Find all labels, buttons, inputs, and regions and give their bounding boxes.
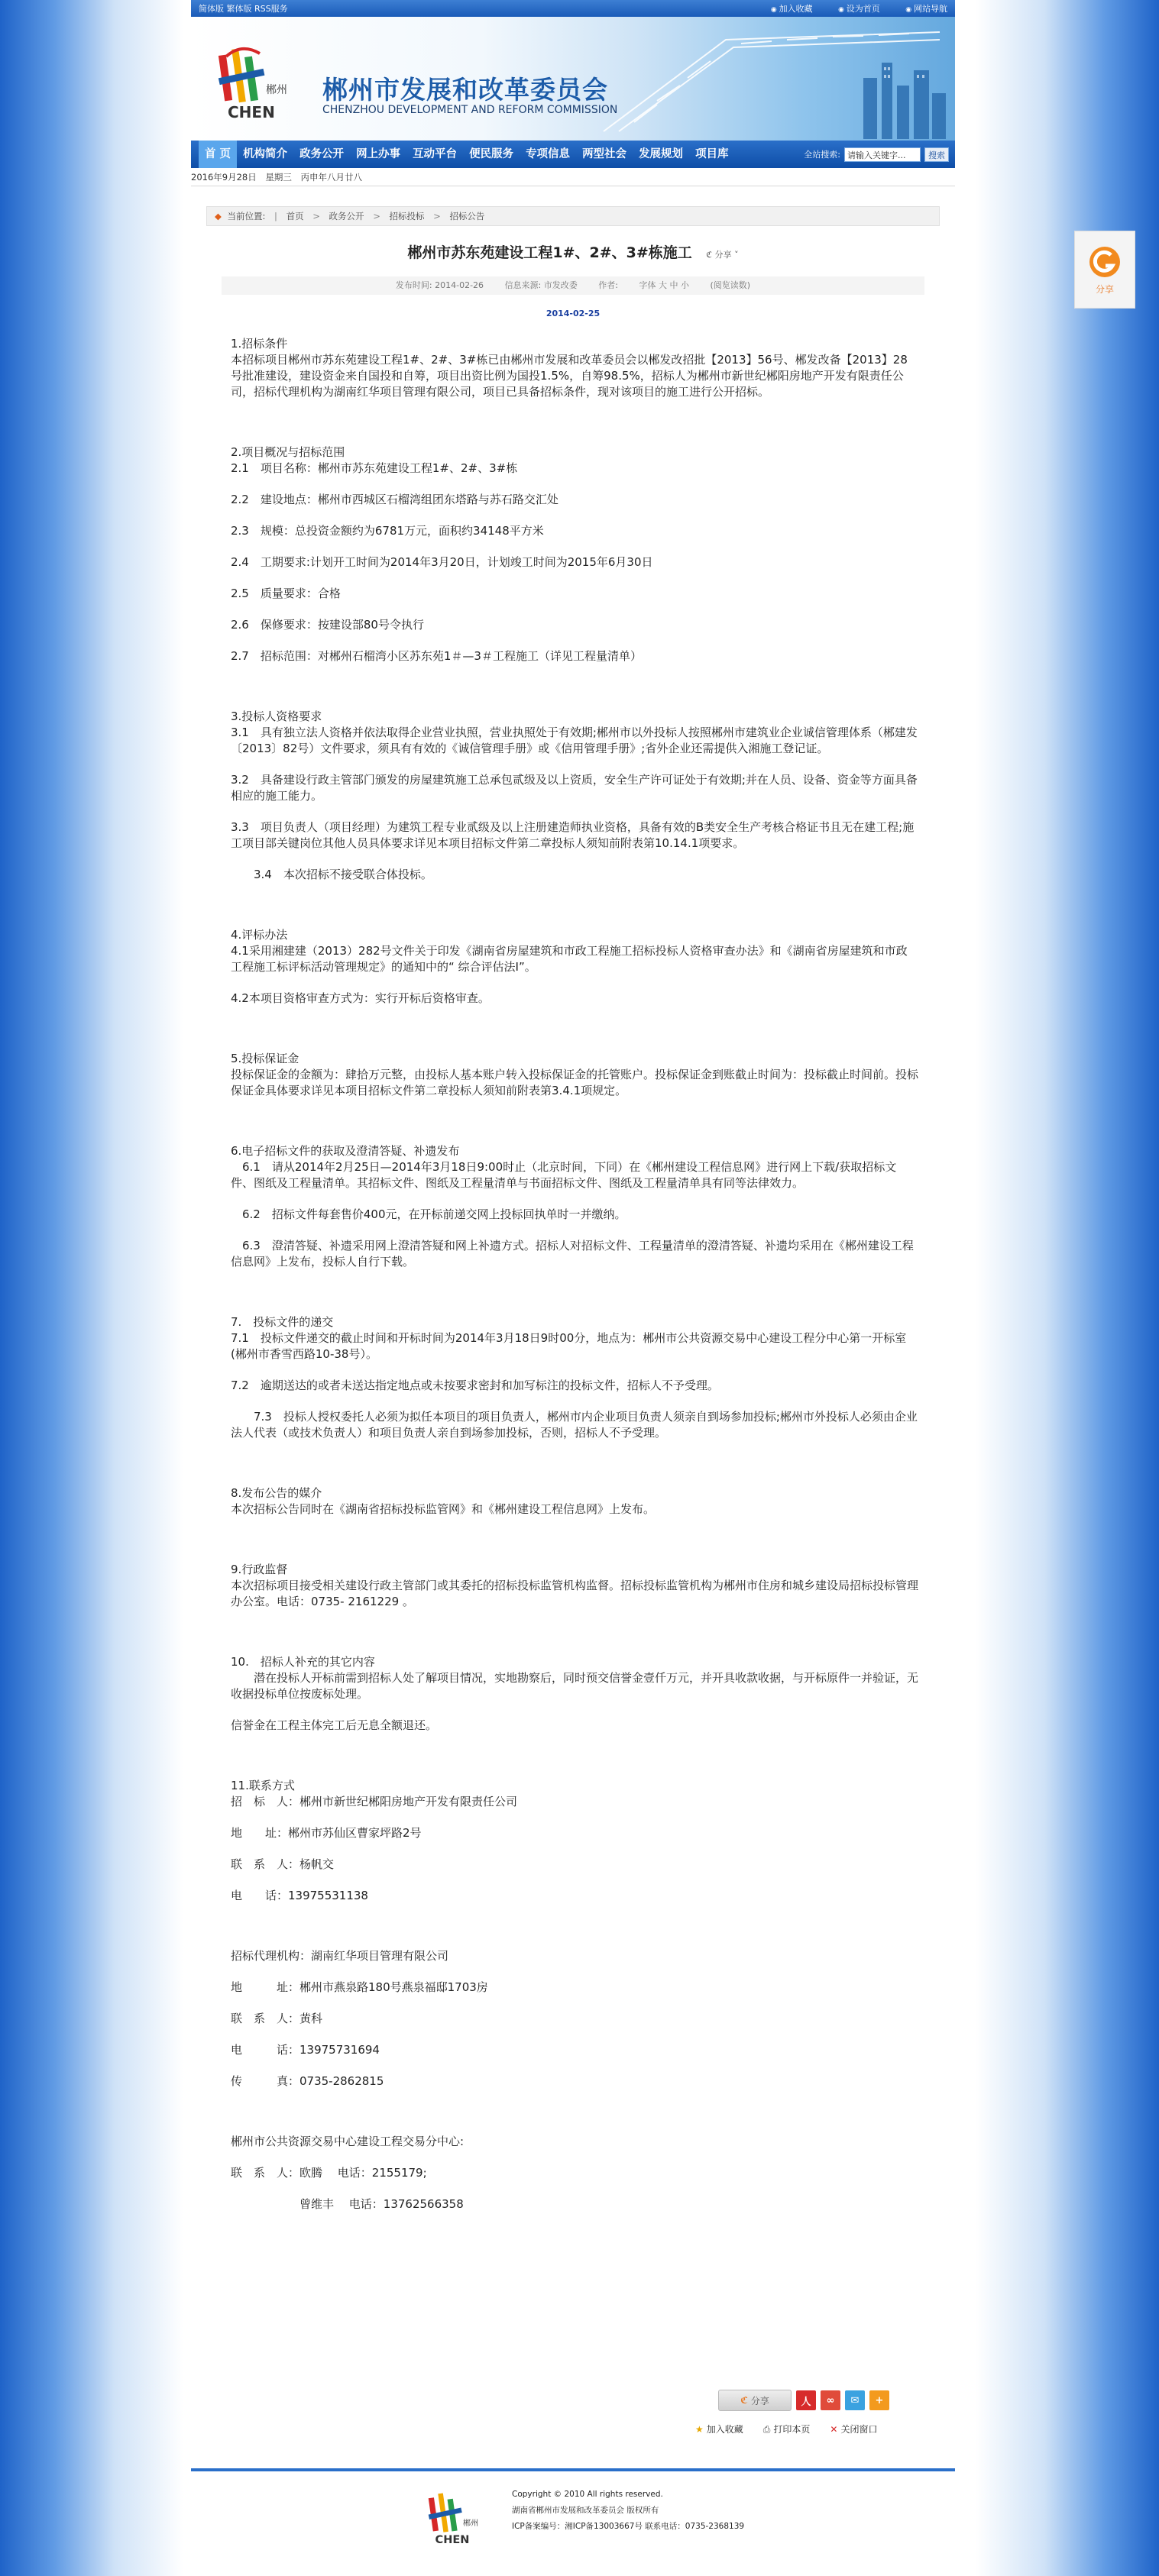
article-paragraph: 8.发布公告的媒介	[231, 1486, 322, 1500]
site-title: 郴州市发展和改革委员会	[322, 75, 608, 105]
more-share-icon[interactable]: +	[869, 2390, 889, 2410]
nav-special-info[interactable]: 专项信息	[526, 148, 571, 160]
article-paragraph: 招 标 人：郴州市新世纪郴阳房地产开发有限责任公司	[231, 1795, 518, 1808]
article-paragraph: 2.1 项目名称：郴州市苏东苑建设工程1#、2#、3#栋	[231, 461, 518, 475]
article-paragraph: 2.项目概况与招标范围	[231, 445, 345, 459]
nav-home[interactable]: 首 页	[199, 141, 237, 168]
search-label: 全站搜索:	[804, 150, 840, 160]
footer-text	[512, 2487, 744, 2535]
article-paragraph: 1.招标条件	[231, 337, 288, 351]
article-paragraph: 6.2 招标文件每套售价400元，在开标前递交网上投标回执单时一并缴纳。	[231, 1207, 626, 1221]
article-paragraph: 联 系 人：欧腾 电话：2155179;	[231, 2166, 427, 2180]
article-paragraph: 3.2 具备建设行政主管部门颁发的房屋建筑施工总承包贰级及以上资质，安全生产许可证处于有效期;并在人员、设备、资金等方面具备相应的施工能力。	[231, 773, 918, 803]
footer-logo	[420, 2487, 489, 2548]
page-wrapper	[191, 0, 955, 2576]
owner: 湖南省郴州市发展和改革委员会 版权所有	[512, 2506, 659, 2515]
location-icon: ◆	[215, 211, 222, 221]
article-paragraph: 2.7 招标范围：对郴州石榴湾小区苏东苑1＃—3＃工程施工（详见工程量清单）	[231, 649, 642, 663]
article-paragraph: 郴州市公共资源交易中心建设工程交易分中心:	[231, 2135, 465, 2148]
set-homepage-link[interactable]: ◉ 设为首页	[838, 4, 880, 14]
article-paragraph: 3.投标人资格要求	[231, 709, 322, 723]
article-paragraph: 7.1 投标文件递交的截止时间和开标时间为2014年3月18日9时00分，地点为：郴州市公共资源交易中心建设工程分中心第一开标室(郴州市香雪西路10-38号）。	[231, 1331, 907, 1361]
share-button[interactable]: ℭ 分享	[718, 2390, 792, 2411]
article-paragraph: 7.3 投标人授权委托人必须为拟任本项目的项目负责人，郴州市内企业项目负责人须亲自到场参加投标;郴州市外投标人必须由企业法人代表（或技术负责人）和项目负责人亲自到场参加投标，否则，招标人不予受理。	[231, 1410, 918, 1440]
close-window-tool[interactable]: ✕ 关闭窗口	[830, 2424, 878, 2435]
article-paragraph: 4.1采用湘建建（2013）282号文件关于印发《湖南省房屋建筑和市政工程施工招标投标人资格审查办法》和《湖南省房屋建筑和市政工程施工标评标活动管理规定》的通知中的“ 综合评估法Ⅰ”。	[231, 944, 908, 974]
svg-text:CHEN: CHEN	[228, 103, 275, 121]
top-links	[748, 2, 947, 15]
current-weekday: 星期三	[265, 172, 292, 183]
article-title-row	[191, 241, 955, 262]
share-icon: ℭ	[706, 250, 713, 260]
copyright: Copyright © 2010 All rights reserved.	[512, 2490, 663, 2499]
publish-time: 发布时间: 2014-02-26	[395, 280, 484, 290]
current-date: 2016年9月28日	[191, 172, 257, 183]
article-paragraph: 6.3 澄清答疑、补遗采用网上澄清答疑和网上补遗方式。招标人对招标文件、工程量清单的澄清答疑、补遗均采用在《郴州建设工程信息网》上发布，投标人自行下载。	[231, 1239, 914, 1269]
star-icon: ★	[695, 2424, 704, 2435]
nav-government-affairs[interactable]: 政务公开	[299, 148, 345, 160]
main-nav	[191, 141, 955, 168]
article-paragraph: 2.3 规模：总投资金额约为6781万元，面积约34148平方米	[231, 524, 544, 538]
article-paragraph: 3.1 具有独立法人资格并依法取得企业营业执照，营业执照处于有效期;郴州市以外投标人按照郴州市建筑业企业诚信管理体系（郴建发〔2013〕82号）文件要求，须具有有效的《诚信管理手册》或《信用管理手册》;省外企业还需提供入湘施工登记证。	[231, 726, 918, 755]
article-paragraph: 联 系 人：杨帆交	[231, 1857, 335, 1871]
nav-about[interactable]: 机构简介	[243, 148, 288, 160]
title-share-button[interactable]: ℭ 分享 ˅	[706, 250, 739, 260]
add-favorite-link[interactable]: ◉ 加入收藏	[771, 4, 813, 14]
article-paragraph: 10. 招标人补充的其它内容	[231, 1655, 375, 1669]
article-paragraph: 地 址：郴州市燕泉路180号燕泉福邸1703房	[231, 1980, 488, 1994]
article-paragraph: 2.6 保修要求：按建设部80号令执行	[231, 618, 424, 632]
article-paragraph: 曾维丰 电话：13762566358	[231, 2197, 464, 2211]
search-input[interactable]: 请输入关键字...	[844, 147, 921, 162]
view-count: (阅览读数)	[710, 280, 751, 290]
close-icon: ✕	[830, 2424, 838, 2435]
breadcrumb-home[interactable]: 首页	[286, 211, 304, 221]
chevron-down-icon: ˅	[734, 250, 739, 260]
article-paragraph: 投标保证金的金额为：肆拾万元整，由投标人基本账户转入投标保证金的托管账户。投标保证金到账截止时间为：投标截止时间前。投标保证金具体要求详见本项目招标文件第二章投标人须知前附表第3.4.1项规定。	[231, 1068, 919, 1097]
article-paragraph: 电 话：13975531138	[231, 1889, 368, 1902]
article-paragraph: 联 系 人：黄科	[231, 2012, 323, 2025]
breadcrumb-gov-affairs[interactable]: 政务公开	[329, 211, 364, 221]
article-paragraph: 4.评标办法	[231, 928, 288, 942]
site-subtitle: CHENZHOU DEVELOPMENT AND REFORM COMMISSION	[322, 104, 618, 116]
article-paragraph: 2.2 建设地点：郴州市西城区石榴湾组团东塔路与苏石路交汇处	[231, 493, 558, 506]
article-paragraph: 2.5 质量要求：合格	[231, 587, 341, 600]
article-paragraph: 本次招标公告同时在《湖南省招标投标监管网》和《郴州建设工程信息网》上发布。	[231, 1502, 656, 1516]
svg-text:CHEN: CHEN	[435, 2534, 470, 2547]
article-meta	[222, 276, 924, 295]
nav-interaction[interactable]: 互动平台	[413, 148, 458, 160]
article-paragraph: 7.2 逾期送达的或者未送达指定地点或未按要求密封和加写标注的投标文件，招标人不予受理。	[231, 1378, 719, 1392]
nav-online-services[interactable]: 网上办事	[356, 148, 401, 160]
breadcrumb-label: 当前位置:	[227, 211, 266, 221]
print-icon: ⎙	[762, 2424, 771, 2435]
article-paragraph: 本招标项目郴州市苏东苑建设工程1#、2#、3#栋已由郴州市发展和改革委员会以郴发改招批【2013】56号、郴发改备【2013】28号批准建设，建设资金来自国投和自筹，项目出资比例为国投1.5%，自筹98.5%，招标人为郴州市新世纪郴阳房地产开发有限责任公司，招标代理机构为湖南红华项目管理有限公司，项目已具备招标条件，现对该项目的施工进行公开招标。	[231, 353, 908, 399]
article-body	[231, 336, 918, 2212]
qzone-share-icon[interactable]: ✉	[845, 2390, 865, 2410]
nav-public-services[interactable]: 便民服务	[469, 148, 514, 160]
article-paragraph: 6.1 请从2014年2月25日—2014年3月18日9:00时止（北京时间，下同）在《郴州建设工程信息网》进行网上下载/获取招标文件、图纸及工程量清单。其招标文件、图纸及工程量清单与书面招标文件、图纸及工程量清单具有同等法律效力。	[231, 1160, 897, 1190]
article-paragraph: 7. 投标文件的递交	[231, 1315, 334, 1329]
share-logo-icon	[1087, 244, 1122, 280]
font-size-switcher[interactable]: 字体 大 中 小	[639, 280, 689, 290]
article-paragraph: 本次招标项目接受相关建设行政主管部门或其委托的招标投标监管机构监督。招标投标监管机构为郴州市住房和城乡建设局招标投标管理办公室。电话：0735- 2161229 。	[231, 1579, 919, 1608]
article-paragraph: 电 话：13975731694	[231, 2043, 380, 2057]
lunar-date: 丙申年八月廿八	[300, 172, 363, 183]
article-date: 2014-02-25	[546, 309, 601, 318]
breadcrumb: ◆ 当前位置: | 首页 > 政务公开 > 招标投标 > 招标公告	[206, 206, 940, 226]
article-paragraph: 11.联系方式	[231, 1779, 295, 1792]
article-paragraph: 3.4 本次招标不接受联合体投标。	[231, 868, 432, 881]
info-source: 信息来源: 市发改委	[504, 280, 578, 290]
floating-share-widget[interactable]: 分享	[1074, 231, 1135, 309]
print-tool[interactable]: ⎙ 打印本页	[762, 2424, 811, 2435]
site-logo[interactable]	[212, 40, 296, 124]
author: 作者:	[598, 280, 618, 290]
article-paragraph: 地 址：郴州市苏仙区曹家坪路2号	[231, 1826, 422, 1840]
site-search	[804, 147, 955, 162]
article-paragraph: 招标代理机构：湖南红华项目管理有限公司	[231, 1949, 449, 1963]
add-favorite-tool[interactable]: ★ 加入收藏	[695, 2424, 743, 2435]
article-paragraph: 5.投标保证金	[231, 1052, 299, 1065]
article-paragraph: 6.电子招标文件的获取及澄清答疑、补遗发布	[231, 1144, 460, 1158]
article-paragraph: 9.行政监督	[231, 1563, 288, 1576]
date-bar	[191, 168, 955, 186]
article-paragraph: 潜在投标人开标前需到招标人处了解项目情况，实地勘察后，同时预交信誉金壹仟万元，并开具收款收据，与开标原件一并验证，无收据投标单位按废标处理。	[231, 1671, 919, 1701]
nav-project-library[interactable]: 项目库	[695, 148, 729, 160]
breadcrumb-bidding[interactable]: 招标投标	[389, 211, 425, 221]
search-button[interactable]: 搜索	[924, 147, 949, 162]
banner	[191, 17, 955, 141]
breadcrumb-bid-notice[interactable]: 招标公告	[449, 211, 485, 221]
article-paragraph: 信誉金在工程主体完工后无息全额退还。	[231, 1718, 438, 1732]
language-links[interactable]: 简体版 繁体版 RSS服务	[199, 4, 288, 14]
svg-text:郴州: 郴州	[266, 84, 287, 96]
weibo-share-icon[interactable]: 人	[796, 2390, 816, 2410]
skyline-crane-graphic	[588, 24, 955, 139]
nav-two-type-society[interactable]: 两型社会	[582, 148, 627, 160]
article-title: 郴州市苏东苑建设工程1#、2#、3#栋施工	[407, 244, 692, 261]
top-strip	[191, 0, 955, 17]
site-nav-link[interactable]: ◉ 网站导航	[905, 4, 947, 14]
icp-contact: ICP备案编号：湘ICP备13003667号 联系电话：0735-2368139	[512, 2522, 745, 2531]
article-paragraph: 3.3 项目负责人（项目经理）为建筑工程专业贰级及以上注册建造师执业资格，具备有效的B类安全生产考核合格证书且无在建工程;施工项目部关键岗位其他人员具体要求详见本项目招标文件第二章投标人须知前附表第10.14.1项要求。	[231, 820, 915, 850]
article-paragraph: 2.4 工期要求:计划开工时间为2014年3月20日，计划竣工时间为2015年6月30日	[231, 555, 653, 569]
svg-text:郴州: 郴州	[462, 2519, 479, 2528]
renren-share-icon[interactable]: ∞	[821, 2390, 840, 2410]
page-tools	[695, 2422, 924, 2435]
bottom-share-bar	[718, 2387, 917, 2414]
share-icon: ℭ	[740, 2395, 748, 2406]
nav-development-plan[interactable]: 发展规划	[639, 148, 684, 160]
article-paragraph: 传 真：0735-2862815	[231, 2074, 384, 2088]
article-paragraph: 4.2本项目资格审查方式为：实行开标后资格审查。	[231, 991, 490, 1005]
footer	[191, 2468, 955, 2576]
